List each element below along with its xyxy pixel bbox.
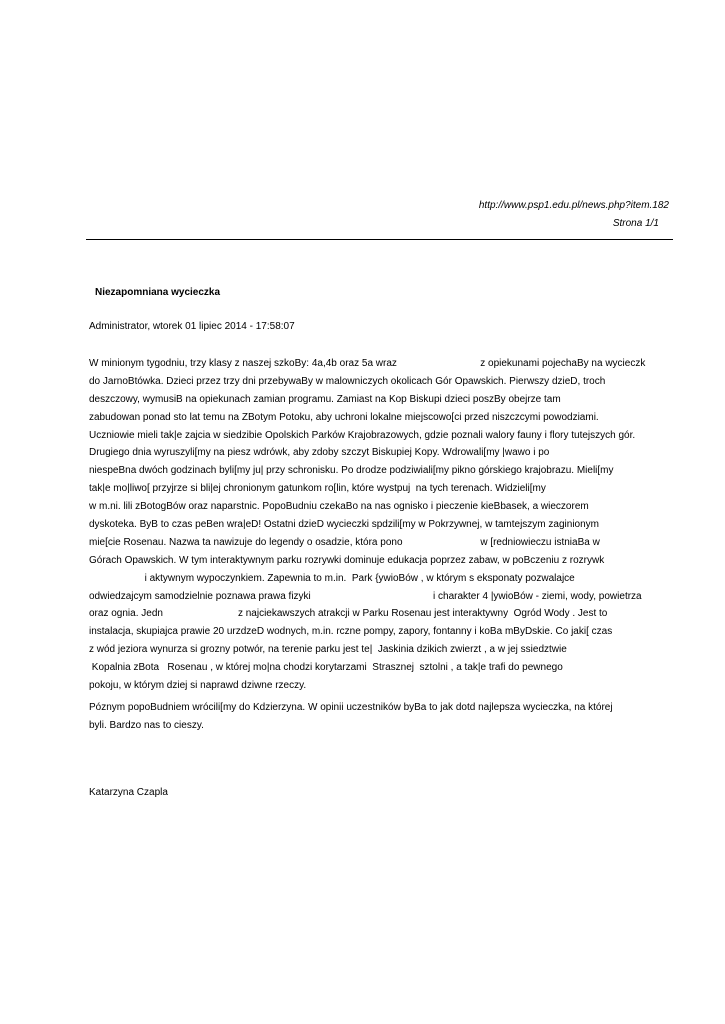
text-line: W minionym tygodniu, trzy klasy z naszej szkoBy: 4a,4b oraz 5a wraz z opiekunami pojechaBy na wycieczk — [89, 358, 646, 369]
article-paragraph-1 — [89, 355, 679, 695]
text-line: Uczniowie mieli tak|e zajcia w siedzibie Opolskich Parków Krajobrazowych, gdzie poznali walory fauny i flory tutejszych gór. — [89, 429, 636, 441]
text-line: tak|e mo|liwo[ przyjrze si bli|ej chronionym gatunkom ro[lin, które wystpuj na tych terenach. Widzieli[my — [89, 483, 546, 495]
text-line: deszczowy, wymusiB na opiekunach zamian programu. Zamiast na Kop Biskupi dzieci poszBy obejrze tam — [89, 393, 561, 405]
text-line: zabudowan ponad sto lat temu na ZBotym Potoku, aby uchroni lokalne miejscowo[ci przed niszczcymi powodziami. — [89, 411, 599, 423]
author-signature: Katarzyna Czapla — [89, 787, 168, 798]
source-url: http://www.psp1.edu.pl/news.php?item.182 — [478, 200, 669, 211]
text-line: do JarnoBtówka. Dzieci przez trzy dni przebywaBy w malowniczych okolicach Gór Opawskich. Pierwszy dzieD, troch — [89, 375, 606, 387]
text-line: Kopalnia zBota Rosenau , w której mo|na chodzi korytarzami Strasznej sztolni , a tak|e trafi do pewnego — [89, 662, 563, 674]
text-line: niespeBna dwóch godzinach byli[my ju| przy schronisku. Po drodze podziwiali[my pikno górskiego krajobrazu. Mieli[my — [89, 465, 614, 477]
text-line: Póznym popoBudniem wrócili[my do Kdzierzyna. W opinii uczestników byBa to jak dotd najlepsza wycieczka, na której — [89, 702, 613, 713]
article-meta: Administrator, wtorek 01 lipiec 2014 - 17:58:07 — [89, 321, 295, 332]
header-divider — [86, 239, 673, 240]
text-line: pokoju, w którym dziej si naprawd dziwne rzeczy. — [89, 680, 307, 692]
text-line: z wód jeziora wynurza si grozny potwór, na terenie parku jest te| Jaskinia dzikich zwierzt , a w jej ssiedztwie — [89, 644, 567, 656]
text-line: w m.ni. lili zBotogBów oraz naparstnic. PopoBudniu czekaBo na nas ognisko i pieczenie kieBbasek, a wieczorem — [89, 501, 589, 513]
text-line: oraz ognia. Jedn z najciekawszych atrakcji w Parku Rosenau jest interaktywny Ogród Wody . Jest to — [89, 608, 608, 620]
page-number: Strona 1/1 — [612, 218, 659, 229]
text-line: mie[cie Rosenau. Nazwa ta nawizuje do legendy o osadzie, która pono w [redniowieczu istniaBa w — [89, 536, 600, 548]
text-line: i aktywnym wypoczynkiem. Zapewnia to m.in. Park {ywioBów , w którym s eksponaty pozwalajce — [89, 572, 575, 584]
text-line: odwiedzajcym samodzielnie poznawa prawa fizyki i charakter 4 |ywioBów - ziemi, wody, powietrza — [89, 590, 642, 602]
text-line: Górach Opawskich. W tym interaktywnym parku rozrywki dominuje edukacja poprzez zabaw, w poBczeniu z rozrywk — [89, 554, 605, 566]
text-line: byli. Bardzo nas to cieszy. — [89, 719, 204, 731]
article-title: Niezapomniana wycieczka — [95, 287, 221, 298]
article-paragraph-2 — [89, 699, 679, 735]
text-line: Drugiego dnia wyruszyli[my na piesz wdrówk, aby zdoby szczyt Biskupiej Kopy. Wdrowali[my |wawo i po — [89, 447, 550, 459]
text-line: dyskoteka. ByB to czas peBen wra|eD! Ostatni dzieD wycieczki spdzili[my w Pokrzywnej, w tamtejszym zaginionym — [89, 519, 599, 531]
text-line: instalacja, skupiajca prawie 20 urzdzeD wodnych, m.in. rczne pompy, zapory, fontanny i koBa mByDskie. Co jaki[ czas — [89, 626, 613, 638]
